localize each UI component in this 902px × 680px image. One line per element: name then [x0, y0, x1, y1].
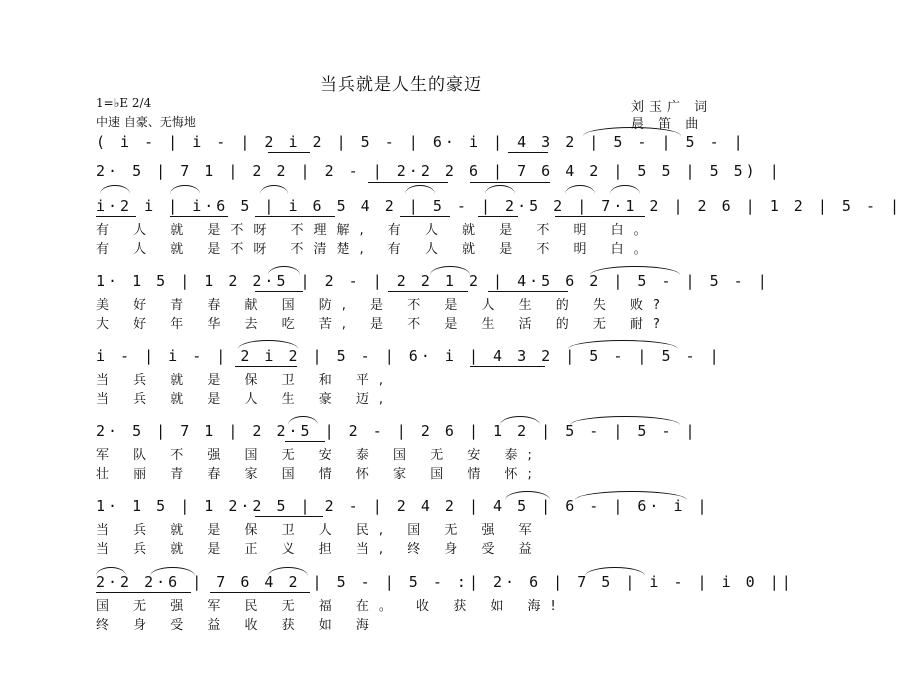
beam-line: [235, 366, 297, 367]
beam-line: [96, 216, 136, 217]
notation-line: ( i - | i - | 2 i 2 | 5 - | 6· i | 4 3 2 | 5 - | 5 - |: [96, 133, 746, 151]
notation-line: 1· 1 5 | 1 2·2 5 | 2 - | 2 4 2 | 4 5 | 6 - | 6· i |: [96, 497, 710, 515]
beam-line: [210, 592, 310, 593]
composer-credit: 晨 笛 曲: [631, 117, 704, 132]
score-system-4: [96, 272, 770, 332]
slur-mark: [565, 185, 595, 194]
notation-line: 2· 5 | 7 1 | 2 2 | 2 - | 2·2 2 6 | 7 6 4 2 | 5 5 | 5 5) |: [96, 162, 782, 180]
slur-mark: [505, 491, 550, 500]
score-system-1: [96, 133, 746, 155]
lyrics-verse-1: 当 兵 就 是 保 卫 和 平,: [96, 373, 394, 388]
slur-mark: [260, 185, 288, 194]
score-system-5: [96, 347, 722, 407]
lyricist-credit: 刘玉广 词: [631, 100, 713, 115]
lyrics-verse-2: 当 兵 就 是 人 生 豪 迈,: [96, 392, 394, 407]
slur-mark: [100, 185, 130, 194]
beam-line: [488, 291, 568, 292]
beam-line: [508, 152, 548, 153]
slur-mark: [585, 567, 645, 576]
notation-line: i·2 i | i·6 5 | i 6 5 4 2 | 5 - | 2·5 2 | 7·1 2 | 2 6 | 1 2 | 5 - |: [96, 197, 902, 215]
notation-line: i - | i - | 2 i 2 | 5 - | 6· i | 4 3 2 | 5 - | 5 - |: [96, 347, 722, 365]
beam-line: [478, 216, 518, 217]
beam-line: [255, 516, 323, 517]
slur-mark: [570, 416, 680, 425]
slur-mark: [268, 567, 308, 576]
score-system-8: [96, 573, 794, 633]
lyrics-verse-2: 当 兵 就 是 正 义 担 当, 终 身 受 益: [96, 542, 542, 557]
beam-line: [285, 441, 325, 442]
slur-mark: [575, 491, 687, 500]
lyrics-verse-2: 终 身 受 益 收 获 如 海: [96, 618, 379, 633]
beam-line: [388, 291, 468, 292]
score-system-3: [96, 197, 902, 257]
lyrics-verse-1: 有 人 就 是不呀 不理解, 有 人 就 是 不 明 白。: [96, 223, 657, 238]
song-title: 当兵就是人生的豪迈: [320, 75, 482, 95]
slur-mark: [268, 266, 300, 275]
key-signature: 1=♭E 2/4: [96, 96, 152, 110]
lyrics-verse-1: 国 无 强 军 民 无 福 在。 收 获 如 海!: [96, 599, 566, 614]
lyrics-verse-2: 大 好 年 华 去 吃 苦, 是 不 是 生 活 的 无 耐?: [96, 317, 670, 332]
slur-mark: [288, 416, 318, 425]
lyrics-verse-1: 美 好 青 春 献 国 防, 是 不 是 人 生 的 失 败?: [96, 298, 670, 313]
score-system-7: [96, 497, 710, 557]
tempo-marking: 中速 自豪、无悔地: [96, 115, 196, 129]
notation-line: 1· 1 5 | 1 2 2·5 | 2 - | 2 2 1 2 | 4·5 6 2 | 5 - | 5 - |: [96, 272, 770, 290]
slur-mark: [238, 340, 298, 349]
score-system-2: [96, 162, 782, 184]
slur-mark: [405, 185, 435, 194]
beam-line: [255, 291, 303, 292]
slur-mark: [430, 266, 470, 275]
slur-mark: [170, 185, 200, 194]
slur-mark: [485, 185, 515, 194]
notation-line: 2·2 2·6 | 7 6 4 2 | 5 - | 5 - :| 2· 6 | 7 5 | i - | i 0 ||: [96, 573, 794, 591]
beam-line: [268, 152, 310, 153]
lyrics-verse-2: 有 人 就 是不呀 不清楚, 有 人 就 是 不 明 白。: [96, 242, 657, 257]
lyrics-verse-1: 当 兵 就 是 保 卫 人 民, 国 无 强 军: [96, 523, 542, 538]
beam-line: [170, 216, 228, 217]
slur-mark: [96, 567, 126, 576]
beam-line: [368, 182, 448, 183]
beam-line: [255, 216, 335, 217]
slur-mark: [610, 185, 640, 194]
beam-line: [470, 366, 545, 367]
beam-line: [400, 216, 450, 217]
lyrics-verse-1: 军 队 不 强 国 无 安 泰 国 无 安 泰;: [96, 448, 542, 463]
beam-line: [555, 216, 645, 217]
notation-line: 2· 5 | 7 1 | 2 2·5 | 2 - | 2 6 | 1 2 | 5 - | 5 - |: [96, 422, 698, 440]
lyrics-verse-2: 壮 丽 青 春 家 国 情 怀 家 国 情 怀;: [96, 467, 542, 482]
slur-mark: [568, 340, 678, 349]
slur-mark: [590, 266, 680, 275]
beam-line: [470, 182, 550, 183]
slur-mark: [500, 416, 540, 425]
slur-mark: [150, 567, 195, 576]
score-system-6: [96, 422, 704, 482]
beam-line: [96, 592, 191, 593]
